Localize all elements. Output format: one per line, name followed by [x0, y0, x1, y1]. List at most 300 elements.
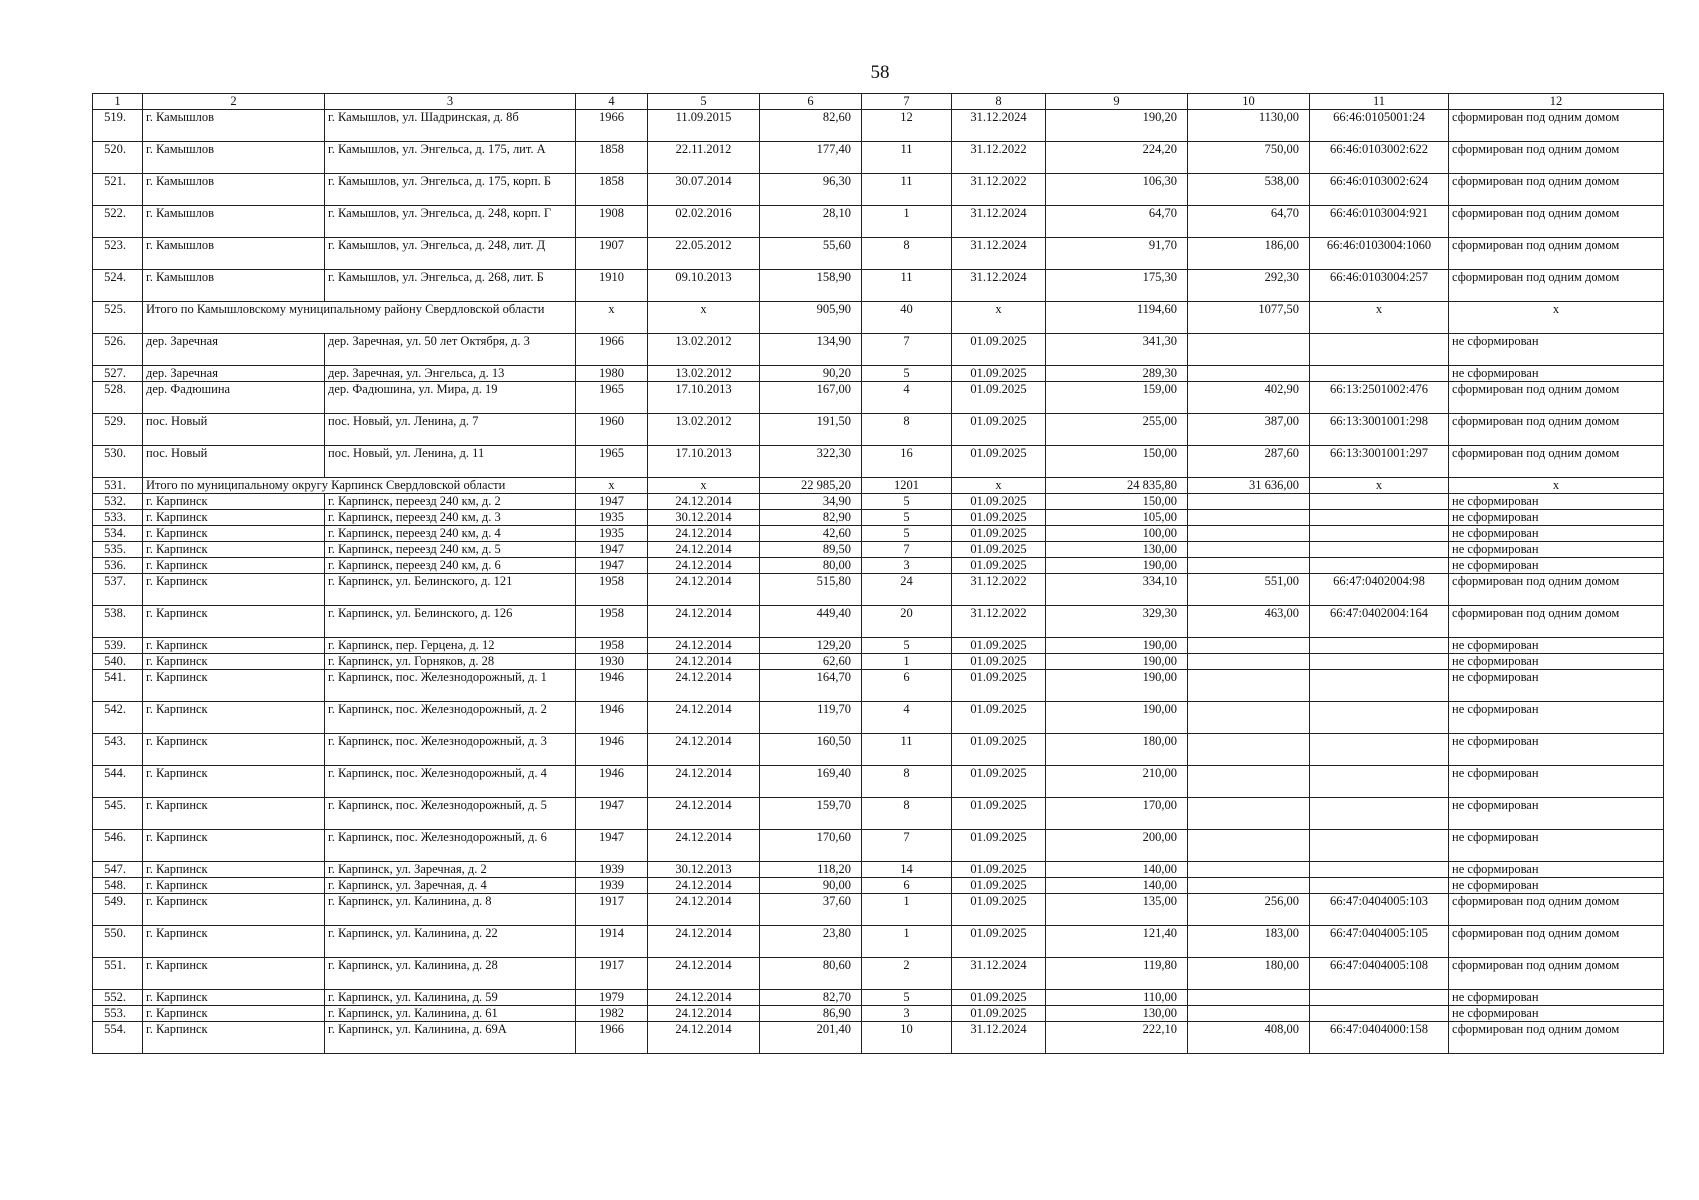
- table-row: [93, 878, 1664, 894]
- land-area-cell: [1188, 334, 1310, 366]
- cadastral-number-cell: [1310, 862, 1449, 878]
- cadastral-number-cell: 66:13:3001001:297: [1310, 446, 1449, 478]
- deadline-cell: 01.09.2025: [952, 798, 1046, 830]
- land-area-cell: 31 636,00: [1188, 478, 1310, 494]
- cadastral-number-cell: 66:46:0103004:257: [1310, 270, 1449, 302]
- cadastral-number-cell: [1310, 638, 1449, 654]
- cadastral-number-cell: [1310, 1006, 1449, 1022]
- residents-cell: 11: [862, 174, 952, 206]
- residents-cell: 5: [862, 526, 952, 542]
- area-cell: 160,50: [760, 734, 862, 766]
- cadastral-number-cell: 66:46:0103002:624: [1310, 174, 1449, 206]
- land-area-cell: [1188, 366, 1310, 382]
- area-cell: 177,40: [760, 142, 862, 174]
- status-cell: не сформирован: [1449, 862, 1664, 878]
- table-row: [93, 334, 1664, 366]
- area-cell: 82,70: [760, 990, 862, 1006]
- address-cell: г. Камышлов, ул. Шадринская, д. 8б: [325, 110, 576, 142]
- settlement-cell: г. Камышлов: [143, 142, 325, 174]
- land-area-cell: [1188, 766, 1310, 798]
- address-cell: г. Карпинск, пос. Железнодорожный, д. 1: [325, 670, 576, 702]
- settlement-cell: дер. Фадюшина: [143, 382, 325, 414]
- settlement-cell: г. Карпинск: [143, 1022, 325, 1054]
- year-cell: 1982: [576, 1006, 648, 1022]
- land-area-cell: [1188, 990, 1310, 1006]
- table-row: [93, 446, 1664, 478]
- year-cell: 1965: [576, 446, 648, 478]
- date-cell: 17.10.2013: [648, 382, 760, 414]
- value-cell: 105,00: [1046, 510, 1188, 526]
- status-cell: не сформирован: [1449, 702, 1664, 734]
- column-header: 5: [648, 94, 760, 110]
- value-cell: 190,00: [1046, 670, 1188, 702]
- status-cell: не сформирован: [1449, 670, 1664, 702]
- row-number-cell: 521.: [93, 174, 143, 206]
- land-area-cell: 402,90: [1188, 382, 1310, 414]
- table-row: [93, 526, 1664, 542]
- residents-cell: 6: [862, 670, 952, 702]
- residents-cell: 7: [862, 334, 952, 366]
- deadline-cell: 31.12.2024: [952, 958, 1046, 990]
- deadline-cell: 01.09.2025: [952, 510, 1046, 526]
- cadastral-number-cell: 66:47:0404005:108: [1310, 958, 1449, 990]
- residents-cell: 4: [862, 382, 952, 414]
- row-number-cell: 523.: [93, 238, 143, 270]
- year-cell: 1946: [576, 702, 648, 734]
- status-cell: не сформирован: [1449, 494, 1664, 510]
- date-cell: 24.12.2014: [648, 830, 760, 862]
- year-cell: 1910: [576, 270, 648, 302]
- value-cell: 222,10: [1046, 1022, 1188, 1054]
- settlement-cell: г. Карпинск: [143, 766, 325, 798]
- settlement-cell: г. Камышлов: [143, 238, 325, 270]
- column-header: 6: [760, 94, 862, 110]
- land-area-cell: 183,00: [1188, 926, 1310, 958]
- land-area-cell: [1188, 494, 1310, 510]
- row-number-cell: 549.: [93, 894, 143, 926]
- settlement-cell: г. Карпинск: [143, 558, 325, 574]
- cadastral-number-cell: [1310, 366, 1449, 382]
- settlement-cell: пос. Новый: [143, 446, 325, 478]
- value-cell: 121,40: [1046, 926, 1188, 958]
- area-cell: 169,40: [760, 766, 862, 798]
- cadastral-number-cell: 66:13:3001001:298: [1310, 414, 1449, 446]
- settlement-cell: г. Карпинск: [143, 734, 325, 766]
- land-area-cell: 292,30: [1188, 270, 1310, 302]
- area-cell: 89,50: [760, 542, 862, 558]
- status-cell: не сформирован: [1449, 1006, 1664, 1022]
- total-row: [93, 478, 1664, 494]
- residents-cell: 6: [862, 878, 952, 894]
- address-cell: г. Карпинск, ул. Калинина, д. 59: [325, 990, 576, 1006]
- year-cell: x: [576, 478, 648, 494]
- date-cell: 11.09.2015: [648, 110, 760, 142]
- date-cell: 24.12.2014: [648, 1022, 760, 1054]
- row-number-cell: 542.: [93, 702, 143, 734]
- value-cell: 175,30: [1046, 270, 1188, 302]
- table-row: [93, 1006, 1664, 1022]
- row-number-cell: 554.: [93, 1022, 143, 1054]
- settlement-cell: дер. Заречная: [143, 366, 325, 382]
- table-row: [93, 734, 1664, 766]
- status-cell: не сформирован: [1449, 558, 1664, 574]
- residents-cell: 7: [862, 830, 952, 862]
- date-cell: 17.10.2013: [648, 446, 760, 478]
- cadastral-number-cell: [1310, 494, 1449, 510]
- table-row: [93, 558, 1664, 574]
- cadastral-number-cell: [1310, 542, 1449, 558]
- deadline-cell: 01.09.2025: [952, 526, 1046, 542]
- address-cell: г. Карпинск, переезд 240 км, д. 3: [325, 510, 576, 526]
- year-cell: 1958: [576, 638, 648, 654]
- row-number-cell: 541.: [93, 670, 143, 702]
- area-cell: 62,60: [760, 654, 862, 670]
- cadastral-number-cell: 66:47:0402004:164: [1310, 606, 1449, 638]
- value-cell: 140,00: [1046, 878, 1188, 894]
- column-number-row: [93, 94, 1664, 110]
- date-cell: 24.12.2014: [648, 958, 760, 990]
- residents-cell: 10: [862, 1022, 952, 1054]
- deadline-cell: 01.09.2025: [952, 638, 1046, 654]
- cadastral-number-cell: x: [1310, 302, 1449, 334]
- status-cell: не сформирован: [1449, 734, 1664, 766]
- table-row: [93, 494, 1664, 510]
- column-header: 12: [1449, 94, 1664, 110]
- value-cell: 150,00: [1046, 446, 1188, 478]
- residents-cell: 4: [862, 702, 952, 734]
- deadline-cell: 31.12.2024: [952, 1022, 1046, 1054]
- table-row: [93, 574, 1664, 606]
- row-number-cell: 527.: [93, 366, 143, 382]
- page-number: 58: [870, 62, 890, 83]
- date-cell: 13.02.2012: [648, 334, 760, 366]
- land-area-cell: [1188, 654, 1310, 670]
- deadline-cell: 01.09.2025: [952, 926, 1046, 958]
- value-cell: 130,00: [1046, 1006, 1188, 1022]
- settlement-cell: г. Карпинск: [143, 878, 325, 894]
- value-cell: 210,00: [1046, 766, 1188, 798]
- value-cell: 1194,60: [1046, 302, 1188, 334]
- cadastral-number-cell: 66:46:0103002:622: [1310, 142, 1449, 174]
- area-cell: 201,40: [760, 1022, 862, 1054]
- cadastral-number-cell: [1310, 558, 1449, 574]
- total-label-cell: Итого по Камышловскому муниципальному району Свердловской области: [143, 302, 576, 334]
- status-cell: не сформирован: [1449, 830, 1664, 862]
- address-cell: г. Карпинск, пос. Железнодорожный, д. 6: [325, 830, 576, 862]
- residents-cell: 11: [862, 142, 952, 174]
- cadastral-number-cell: [1310, 702, 1449, 734]
- residents-cell: 5: [862, 494, 952, 510]
- value-cell: 190,00: [1046, 654, 1188, 670]
- row-number-cell: 535.: [93, 542, 143, 558]
- status-cell: не сформирован: [1449, 798, 1664, 830]
- cadastral-number-cell: [1310, 734, 1449, 766]
- table-row: [93, 894, 1664, 926]
- status-cell: сформирован под одним домом: [1449, 382, 1664, 414]
- area-cell: 515,80: [760, 574, 862, 606]
- area-cell: 170,60: [760, 830, 862, 862]
- area-cell: 90,00: [760, 878, 862, 894]
- status-cell: сформирован под одним домом: [1449, 606, 1664, 638]
- land-area-cell: [1188, 1006, 1310, 1022]
- row-number-cell: 526.: [93, 334, 143, 366]
- table-row: [93, 638, 1664, 654]
- year-cell: 1914: [576, 926, 648, 958]
- table-row: [93, 958, 1664, 990]
- status-cell: не сформирован: [1449, 510, 1664, 526]
- year-cell: 1946: [576, 734, 648, 766]
- table-row: [93, 238, 1664, 270]
- deadline-cell: 01.09.2025: [952, 382, 1046, 414]
- residents-cell: 7: [862, 542, 952, 558]
- land-area-cell: 1130,00: [1188, 110, 1310, 142]
- value-cell: 106,30: [1046, 174, 1188, 206]
- settlement-cell: г. Карпинск: [143, 526, 325, 542]
- table-row: [93, 670, 1664, 702]
- residents-cell: 3: [862, 1006, 952, 1022]
- deadline-cell: 01.09.2025: [952, 334, 1046, 366]
- area-cell: 22 985,20: [760, 478, 862, 494]
- year-cell: 1979: [576, 990, 648, 1006]
- deadline-cell: 31.12.2024: [952, 270, 1046, 302]
- year-cell: 1858: [576, 174, 648, 206]
- deadline-cell: 01.09.2025: [952, 366, 1046, 382]
- residents-cell: 8: [862, 238, 952, 270]
- settlement-cell: г. Камышлов: [143, 174, 325, 206]
- residents-cell: 11: [862, 734, 952, 766]
- year-cell: x: [576, 302, 648, 334]
- table-row: [93, 366, 1664, 382]
- date-cell: 30.12.2013: [648, 862, 760, 878]
- row-number-cell: 524.: [93, 270, 143, 302]
- row-number-cell: 553.: [93, 1006, 143, 1022]
- land-area-cell: 551,00: [1188, 574, 1310, 606]
- date-cell: 24.12.2014: [648, 878, 760, 894]
- area-cell: 42,60: [760, 526, 862, 542]
- address-cell: г. Карпинск, пос. Железнодорожный, д. 2: [325, 702, 576, 734]
- table-row: [93, 990, 1664, 1006]
- row-number-cell: 539.: [93, 638, 143, 654]
- residents-cell: 5: [862, 638, 952, 654]
- land-area-cell: [1188, 542, 1310, 558]
- address-cell: г. Камышлов, ул. Энгельса, д. 175, корп. Б: [325, 174, 576, 206]
- table-row: [93, 382, 1664, 414]
- table-row: [93, 766, 1664, 798]
- area-cell: 82,90: [760, 510, 862, 526]
- row-number-cell: 530.: [93, 446, 143, 478]
- address-cell: г. Камышлов, ул. Энгельса, д. 268, лит. Б: [325, 270, 576, 302]
- deadline-cell: 01.09.2025: [952, 734, 1046, 766]
- row-number-cell: 537.: [93, 574, 143, 606]
- status-cell: сформирован под одним домом: [1449, 206, 1664, 238]
- status-cell: x: [1449, 478, 1664, 494]
- area-cell: 167,00: [760, 382, 862, 414]
- cadastral-number-cell: [1310, 510, 1449, 526]
- area-cell: 129,20: [760, 638, 862, 654]
- table-row: [93, 414, 1664, 446]
- year-cell: 1947: [576, 830, 648, 862]
- table-row: [93, 270, 1664, 302]
- address-cell: пос. Новый, ул. Ленина, д. 11: [325, 446, 576, 478]
- status-cell: сформирован под одним домом: [1449, 174, 1664, 206]
- cadastral-number-cell: [1310, 526, 1449, 542]
- deadline-cell: 01.09.2025: [952, 494, 1046, 510]
- value-cell: 255,00: [1046, 414, 1188, 446]
- value-cell: 150,00: [1046, 494, 1188, 510]
- row-number-cell: 545.: [93, 798, 143, 830]
- value-cell: 224,20: [1046, 142, 1188, 174]
- land-area-cell: 180,00: [1188, 958, 1310, 990]
- settlement-cell: г. Карпинск: [143, 798, 325, 830]
- year-cell: 1958: [576, 606, 648, 638]
- row-number-cell: 522.: [93, 206, 143, 238]
- area-cell: 28,10: [760, 206, 862, 238]
- row-number-cell: 525.: [93, 302, 143, 334]
- cadastral-number-cell: [1310, 334, 1449, 366]
- status-cell: не сформирован: [1449, 366, 1664, 382]
- value-cell: 334,10: [1046, 574, 1188, 606]
- value-cell: 24 835,80: [1046, 478, 1188, 494]
- year-cell: 1858: [576, 142, 648, 174]
- cadastral-number-cell: 66:47:0404005:103: [1310, 894, 1449, 926]
- table-row: [93, 1022, 1664, 1054]
- deadline-cell: 01.09.2025: [952, 702, 1046, 734]
- value-cell: 119,80: [1046, 958, 1188, 990]
- settlement-cell: г. Карпинск: [143, 574, 325, 606]
- column-header: 2: [143, 94, 325, 110]
- total-row: [93, 302, 1664, 334]
- cadastral-number-cell: 66:46:0105001:24: [1310, 110, 1449, 142]
- address-cell: г. Карпинск, пос. Железнодорожный, д. 3: [325, 734, 576, 766]
- area-cell: 134,90: [760, 334, 862, 366]
- row-number-cell: 536.: [93, 558, 143, 574]
- table-row: [93, 830, 1664, 862]
- column-header: 9: [1046, 94, 1188, 110]
- deadline-cell: 31.12.2022: [952, 174, 1046, 206]
- address-cell: г. Карпинск, переезд 240 км, д. 6: [325, 558, 576, 574]
- row-number-cell: 534.: [93, 526, 143, 542]
- cadastral-number-cell: 66:46:0103004:1060: [1310, 238, 1449, 270]
- address-cell: г. Карпинск, ул. Заречная, д. 4: [325, 878, 576, 894]
- year-cell: 1939: [576, 878, 648, 894]
- address-cell: г. Карпинск, пос. Железнодорожный, д. 5: [325, 798, 576, 830]
- settlement-cell: г. Карпинск: [143, 1006, 325, 1022]
- deadline-cell: 31.12.2024: [952, 206, 1046, 238]
- date-cell: 24.12.2014: [648, 990, 760, 1006]
- residents-cell: 2: [862, 958, 952, 990]
- table-row: [93, 798, 1664, 830]
- row-number-cell: 552.: [93, 990, 143, 1006]
- column-header: 8: [952, 94, 1046, 110]
- value-cell: 135,00: [1046, 894, 1188, 926]
- land-area-cell: [1188, 734, 1310, 766]
- land-area-cell: [1188, 558, 1310, 574]
- table-header: [93, 94, 1664, 110]
- address-cell: г. Карпинск, ул. Калинина, д. 22: [325, 926, 576, 958]
- row-number-cell: 520.: [93, 142, 143, 174]
- status-cell: сформирован под одним домом: [1449, 270, 1664, 302]
- land-area-cell: [1188, 702, 1310, 734]
- value-cell: 100,00: [1046, 526, 1188, 542]
- settlement-cell: г. Карпинск: [143, 990, 325, 1006]
- date-cell: 24.12.2014: [648, 1006, 760, 1022]
- residents-cell: 1: [862, 894, 952, 926]
- date-cell: x: [648, 478, 760, 494]
- deadline-cell: 01.09.2025: [952, 542, 1046, 558]
- area-cell: 55,60: [760, 238, 862, 270]
- deadline-cell: x: [952, 478, 1046, 494]
- date-cell: 24.12.2014: [648, 894, 760, 926]
- land-area-cell: 64,70: [1188, 206, 1310, 238]
- status-cell: сформирован под одним домом: [1449, 414, 1664, 446]
- deadline-cell: 01.09.2025: [952, 1006, 1046, 1022]
- status-cell: сформирован под одним домом: [1449, 958, 1664, 990]
- land-area-cell: 387,00: [1188, 414, 1310, 446]
- cadastral-number-cell: 66:47:0402004:98: [1310, 574, 1449, 606]
- table-row: [93, 510, 1664, 526]
- value-cell: 289,30: [1046, 366, 1188, 382]
- land-area-cell: [1188, 830, 1310, 862]
- table-row: [93, 862, 1664, 878]
- date-cell: 24.12.2014: [648, 542, 760, 558]
- table-body: [93, 110, 1664, 1054]
- address-cell: г. Карпинск, ул. Заречная, д. 2: [325, 862, 576, 878]
- column-header: 4: [576, 94, 648, 110]
- year-cell: 1907: [576, 238, 648, 270]
- housing-registry-table: [92, 93, 1664, 1054]
- area-cell: 82,60: [760, 110, 862, 142]
- area-cell: 191,50: [760, 414, 862, 446]
- address-cell: г. Карпинск, переезд 240 км, д. 5: [325, 542, 576, 558]
- area-cell: 80,60: [760, 958, 862, 990]
- value-cell: 190,00: [1046, 638, 1188, 654]
- residents-cell: 5: [862, 990, 952, 1006]
- address-cell: г. Карпинск, ул. Калинина, д. 61: [325, 1006, 576, 1022]
- residents-cell: 1: [862, 926, 952, 958]
- status-cell: не сформирован: [1449, 654, 1664, 670]
- date-cell: x: [648, 302, 760, 334]
- residents-cell: 1201: [862, 478, 952, 494]
- residents-cell: 16: [862, 446, 952, 478]
- year-cell: 1946: [576, 670, 648, 702]
- settlement-cell: г. Карпинск: [143, 654, 325, 670]
- deadline-cell: 31.12.2024: [952, 110, 1046, 142]
- area-cell: 90,20: [760, 366, 862, 382]
- land-area-cell: 186,00: [1188, 238, 1310, 270]
- year-cell: 1947: [576, 494, 648, 510]
- deadline-cell: 31.12.2022: [952, 142, 1046, 174]
- table-row: [93, 702, 1664, 734]
- date-cell: 24.12.2014: [648, 558, 760, 574]
- date-cell: 24.12.2014: [648, 574, 760, 606]
- date-cell: 24.12.2014: [648, 526, 760, 542]
- status-cell: сформирован под одним домом: [1449, 142, 1664, 174]
- settlement-cell: г. Карпинск: [143, 670, 325, 702]
- year-cell: 1917: [576, 894, 648, 926]
- table-row: [93, 206, 1664, 238]
- settlement-cell: г. Камышлов: [143, 110, 325, 142]
- residents-cell: 8: [862, 414, 952, 446]
- year-cell: 1947: [576, 558, 648, 574]
- area-cell: 80,00: [760, 558, 862, 574]
- deadline-cell: x: [952, 302, 1046, 334]
- row-number-cell: 538.: [93, 606, 143, 638]
- deadline-cell: 31.12.2022: [952, 574, 1046, 606]
- address-cell: г. Камышлов, ул. Энгельса, д. 248, корп. Г: [325, 206, 576, 238]
- status-cell: x: [1449, 302, 1664, 334]
- residents-cell: 14: [862, 862, 952, 878]
- year-cell: 1930: [576, 654, 648, 670]
